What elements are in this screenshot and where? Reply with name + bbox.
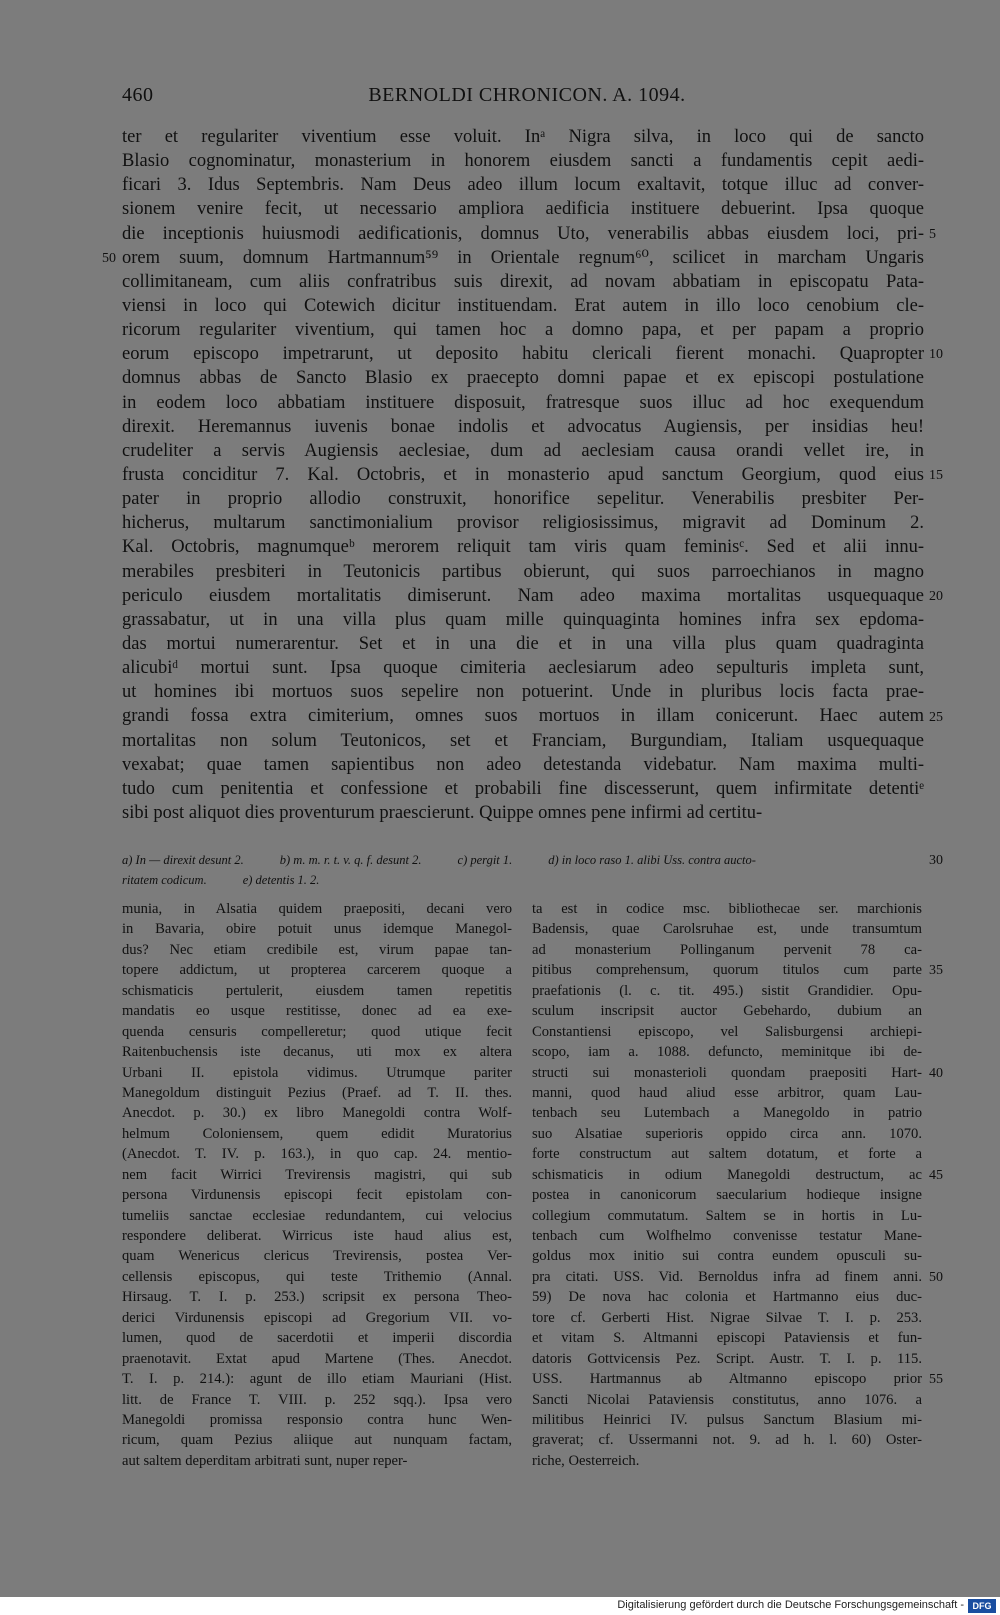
text-line: eorum episcopo impetrarunt, ut deposito habitu clericali fierent monachi. Quapropter	[122, 344, 924, 365]
critical-apparatus	[122, 850, 924, 890]
running-title: BERNOLDI CHRONICON. A. 1094.	[368, 84, 686, 106]
text-line: ricorum regulariter viventium, qui tamen hoc a domno papa, et per papam a proprio	[122, 320, 924, 341]
margin-line-number: 10	[929, 347, 943, 363]
apparatus-note: d) in loco raso 1. alibi Uss. contra aucto-	[548, 853, 756, 867]
text-line: in eodem loco abbatiam instituere disposuit, fratresque suos illuc ad hoc exequendum	[122, 392, 924, 413]
page-number: 460	[122, 84, 154, 106]
text-line: forte constructum aut saltem dotatum, et forte a	[532, 1146, 922, 1163]
text-line: in Bavaria, obire potuit unus idemque Manegol-	[122, 921, 512, 938]
text-line: Raitenbuchensis iste decanus, uti mox ex altera	[122, 1044, 512, 1061]
text-line: suo Alsatiae superioris oppido circa ann. 1070.	[532, 1125, 922, 1142]
text-line: munia, in Alsatia quidem praepositi, decani vero	[122, 901, 512, 917]
margin-line-number: 15	[929, 468, 943, 484]
text-line: tenbach seu Lutembach a Manegoldo in patrio	[532, 1105, 922, 1122]
text-line: manni, quod haud aliud esse arbitror, quam Lau-	[532, 1084, 922, 1101]
text-line: viensi in loco qui Cotewich dicitur instituendam. Erat autem in illo loco cenobium cle-	[122, 295, 924, 316]
text-line: derici Virdunensis episcopi ad Gregorium VII. vo-	[122, 1309, 512, 1326]
text-line: tenbach cum Wolfhelmo convenisse testatur Mane-	[532, 1228, 922, 1244]
apparatus-note: a) In — direxit desunt 2.	[122, 853, 244, 867]
column-line-number: 45	[929, 1167, 943, 1183]
text-line: Blasio cognominatur, monasterium in honorem eiusdem sancti a fundamentis cepit aedi-	[122, 151, 924, 172]
apparatus-note: e) detentis 1. 2.	[242, 873, 320, 887]
text-line: direxit. Heremannus iuvenis bonae indolis et advocatus Augiensis, per insidias heu!	[122, 416, 924, 437]
text-line: cellensis episcopus, qui teste Trithemio (Annal.	[122, 1268, 512, 1285]
text-line: orem suum, domnum Hartmannum⁵⁹ in Orientale regnum⁶⁰, scilicet in marcham Ungaris	[122, 247, 924, 268]
text-line: praenotavit. Extat apud Martene (Thes. Anecdot.	[122, 1350, 512, 1367]
text-line: T. I. p. 214.): agunt de illo etiam Mauriani (Hist.	[122, 1371, 512, 1388]
text-line: collegium commutatum. Saltem se in hortis in Lu-	[532, 1207, 922, 1224]
text-line: Anecdot. p. 30.) ex libro Manegoldi contra Wolf-	[122, 1105, 512, 1122]
text-line: hicherus, multarum sanctimonialium provisor religiosissimus, migravit ad Dominum 2.	[122, 513, 924, 534]
text-line: Urbani II. epistola vidimus. Utrumque pariter	[122, 1064, 512, 1081]
text-line: ficari 3. Idus Septembris. Nam Deus adeo illum locum exaltavit, totque illuc ad conver-	[122, 175, 924, 196]
text-line: graverat; cf. Ussermanni not. 9. ad h. l. 60) Oster-	[532, 1432, 922, 1449]
text-line: litt. de France T. VIII. p. 252 sqq.). Ipsa vero	[122, 1391, 512, 1408]
text-line: lumen, quod de sacerdotii et imperii discordia	[122, 1330, 512, 1347]
text-line: grassabatur, ut in una villa plus quam mille quinquaginta homines infra sex epdoma-	[122, 609, 924, 630]
text-line: schismaticis pertulerit, eiusdem tamen repetitis	[122, 982, 512, 999]
text-line: postea in canonicorum saecularium hodieque insigne	[532, 1187, 922, 1204]
text-line: structi sui monasterioli quondam praepositi Hart-	[532, 1064, 922, 1081]
column-line-number: 35	[929, 963, 943, 979]
text-line: dus? Nec etiam credibile est, virum papae tan-	[122, 941, 512, 958]
text-line: grandi fossa extra cimiterium, omnes suos mortuos in illam conicerunt. Haec autem	[122, 706, 924, 727]
text-line: frusta conciditur 7. Kal. Octobris, et in monasterio apud sanctum Georgium, quod eius	[122, 464, 924, 485]
main-text	[122, 125, 924, 825]
text-line: (Anecdot. T. IV. p. 163.), in quo cap. 24. mentio-	[122, 1146, 512, 1163]
text-line: sionem venire fecit, ut necessario ampliora aedificia instituere debuerint. Ipsa quoque	[122, 199, 924, 220]
text-line: Manegoldum distinguit Pezius (Praef. ad T. II. thes.	[122, 1084, 512, 1101]
apparatus-line	[122, 870, 924, 890]
running-header	[122, 84, 932, 114]
apparatus-note: ritatem codicum.	[122, 873, 207, 887]
text-line: helmum Coloniensem, quem edidit Muratorius	[122, 1125, 512, 1142]
margin-line-number: 5	[929, 226, 936, 242]
text-line: Manegoldi promissa responsio contra hunc Wen-	[122, 1411, 512, 1428]
text-line: nem facit Wirrici Trevirensis magistri, qui sub	[122, 1166, 512, 1183]
apparatus-line-number: 30	[929, 853, 943, 868]
text-line: domnus abbas de Sancto Blasio ex praecepto domni papae et ex episcopi postulatione	[122, 368, 924, 389]
footnote-column-left	[122, 899, 512, 1471]
text-line: persona Virdunensis episcopi fecit epistolam con-	[122, 1187, 512, 1204]
column-line-number: 40	[929, 1065, 943, 1081]
digitization-footer	[0, 1597, 1000, 1615]
text-line: 59) De nova hac colonia et Hartmanno eius duc-	[532, 1289, 922, 1306]
text-line: topere addictum, ut propterea carcerem quoque a	[122, 962, 512, 979]
text-line: Kal. Octobris, magnumqueᵇ merorem reliquit tam viris quam feminisᶜ. Sed et alii innu-	[122, 537, 924, 558]
apparatus-note: c) pergit 1.	[457, 853, 513, 867]
text-line: mandatis eo usque restitisse, donec ad ea exe-	[122, 1003, 512, 1020]
text-line: Constantiensi episcopo, vel Salisburgensi archiepi-	[532, 1023, 922, 1040]
text-line: Hirsaug. T. I. p. 253.) scripsit ex persona Theo-	[122, 1289, 512, 1306]
text-line: quenda censuris compelleretur; quod utique fecit	[122, 1023, 512, 1040]
text-line: ter et regulariter viventium esse voluit. Inᵃ Nigra silva, in loco qui de sancto	[122, 127, 924, 147]
margin-line-number: 50	[102, 250, 116, 266]
text-line: ad monasterium Pollinganum pervenit 78 ca-	[532, 941, 922, 958]
text-line: crudeliter a servis Augiensis aeclesiae, dum ad aeclesiam causa orandi vellet ire, in	[122, 440, 924, 461]
text-line: die inceptionis huiusmodi aedificationis, domnus Uto, venerabilis abbas eiusdem loci, pri-	[122, 223, 924, 244]
text-line: pra citati. USS. Vid. Bernoldus infra ad finem anni.	[532, 1268, 922, 1285]
text-line: schismaticis in odium Manegoldi destructum, ac	[532, 1166, 922, 1183]
text-line: periculo eiusdem mortalitatis dimiserunt. Nam adeo maxima mortalitas usquequaque	[122, 585, 924, 606]
apparatus-note: b) m. m. r. t. v. q. f. desunt 2.	[279, 853, 422, 867]
text-line: pitibus comprehensum, quorum titulos cum parte	[532, 962, 922, 979]
column-line-number: 50	[929, 1270, 943, 1286]
text-line: et vitam S. Altmanni episcopi Pataviensis et fun-	[532, 1330, 922, 1347]
apparatus-line	[122, 850, 924, 870]
text-line: militibus Heinrici IV. pulsus Sanctum Blasium mi-	[532, 1411, 922, 1428]
text-line: goldus mox initio sui contra eundem opusculi su-	[532, 1248, 922, 1265]
text-line: pater in proprio allodio construxit, honorifice sepelitur. Venerabilis presbiter Per-	[122, 489, 924, 510]
text-line: sculum inscripsit auctor Gebehardo, dubium an	[532, 1003, 922, 1020]
margin-line-number: 20	[929, 588, 943, 604]
text-line: tore cf. Gerberti Hist. Nigrae Silvae T. I. p. 253.	[532, 1309, 922, 1326]
text-line: merabiles presbiteri in Teutonicis partibus obierunt, qui suos parroechianos in magno	[122, 561, 924, 582]
text-line: collimitaneam, cum aliis confratribus suis direxit, ad novam abbatiam in episcopatu Pata-	[122, 271, 924, 292]
text-line: tumeliis sanctae ecclesiae redundantem, cui velocius	[122, 1207, 512, 1224]
text-line: tudo cum penitentia et confessione et probabili fine discesserunt, quem infirmitate detentiᵉ	[122, 778, 924, 799]
text-line: riche, Oesterreich.	[532, 1452, 640, 1469]
text-line: Sancti Nicolai Pataviensis constitutus, anno 1076. a	[532, 1391, 922, 1408]
text-line: USS. Hartmannus ab Altmanno episcopo prior	[532, 1371, 922, 1388]
footnote-column-right	[532, 899, 922, 1471]
text-line: vexabat; quae tamen sapientibus non adeo detestanda videbatur. Nam maxima multi-	[122, 754, 924, 775]
text-line: sibi post aliquot dies proventurum praescierunt. Quippe omnes pene infirmi ad certitu-	[122, 802, 763, 823]
dfg-logo: DFG	[968, 1599, 996, 1613]
text-line: mortalitas non solum Teutonicos, set et Franciam, Burgundiam, Italiam usquequaque	[122, 730, 924, 751]
funding-note: Digitalisierung gefördert durch die Deutsche Forschungsgemeinschaft -	[617, 1599, 964, 1611]
text-line: datoris Gottvicensis Pez. Script. Austr. T. I. p. 115.	[532, 1350, 922, 1367]
margin-line-number: 25	[929, 709, 943, 725]
column-line-number: 55	[929, 1372, 943, 1388]
text-line: alicubiᵈ mortui sunt. Ipsa quoque cimiteria aeclesiarum adeo sepulturis impleta sunt,	[122, 658, 924, 679]
text-line: ta est in codice msc. bibliothecae ser. marchionis	[532, 901, 922, 917]
text-line: quam Wenericus clericus Trevirensis, postea Ver-	[122, 1248, 512, 1265]
text-line: scopo, iam a. 1088. defuncto, meminitque ibi de-	[532, 1044, 922, 1061]
text-line: Badensis, quae Carolsruhae est, unde transumtum	[532, 921, 922, 938]
text-line: ricum, quam Pezius aliique aut nunquam factam,	[122, 1432, 512, 1449]
text-line: das mortui numerarentur. Set et in una die et in una villa plus quam quadraginta	[122, 633, 924, 654]
text-line: respondere deliberat. Wirricus iste haud alius est,	[122, 1228, 512, 1244]
text-line: praefationis (l. c. tit. 495.) sistit Grandidier. Opu-	[532, 982, 922, 999]
text-line: aut saltem deperditam arbitrati sunt, nuper reper-	[122, 1452, 408, 1469]
text-line: ut homines ibi mortuos suos sepelire non potuerint. Unde in pluribus locis facta prae-	[122, 682, 924, 703]
